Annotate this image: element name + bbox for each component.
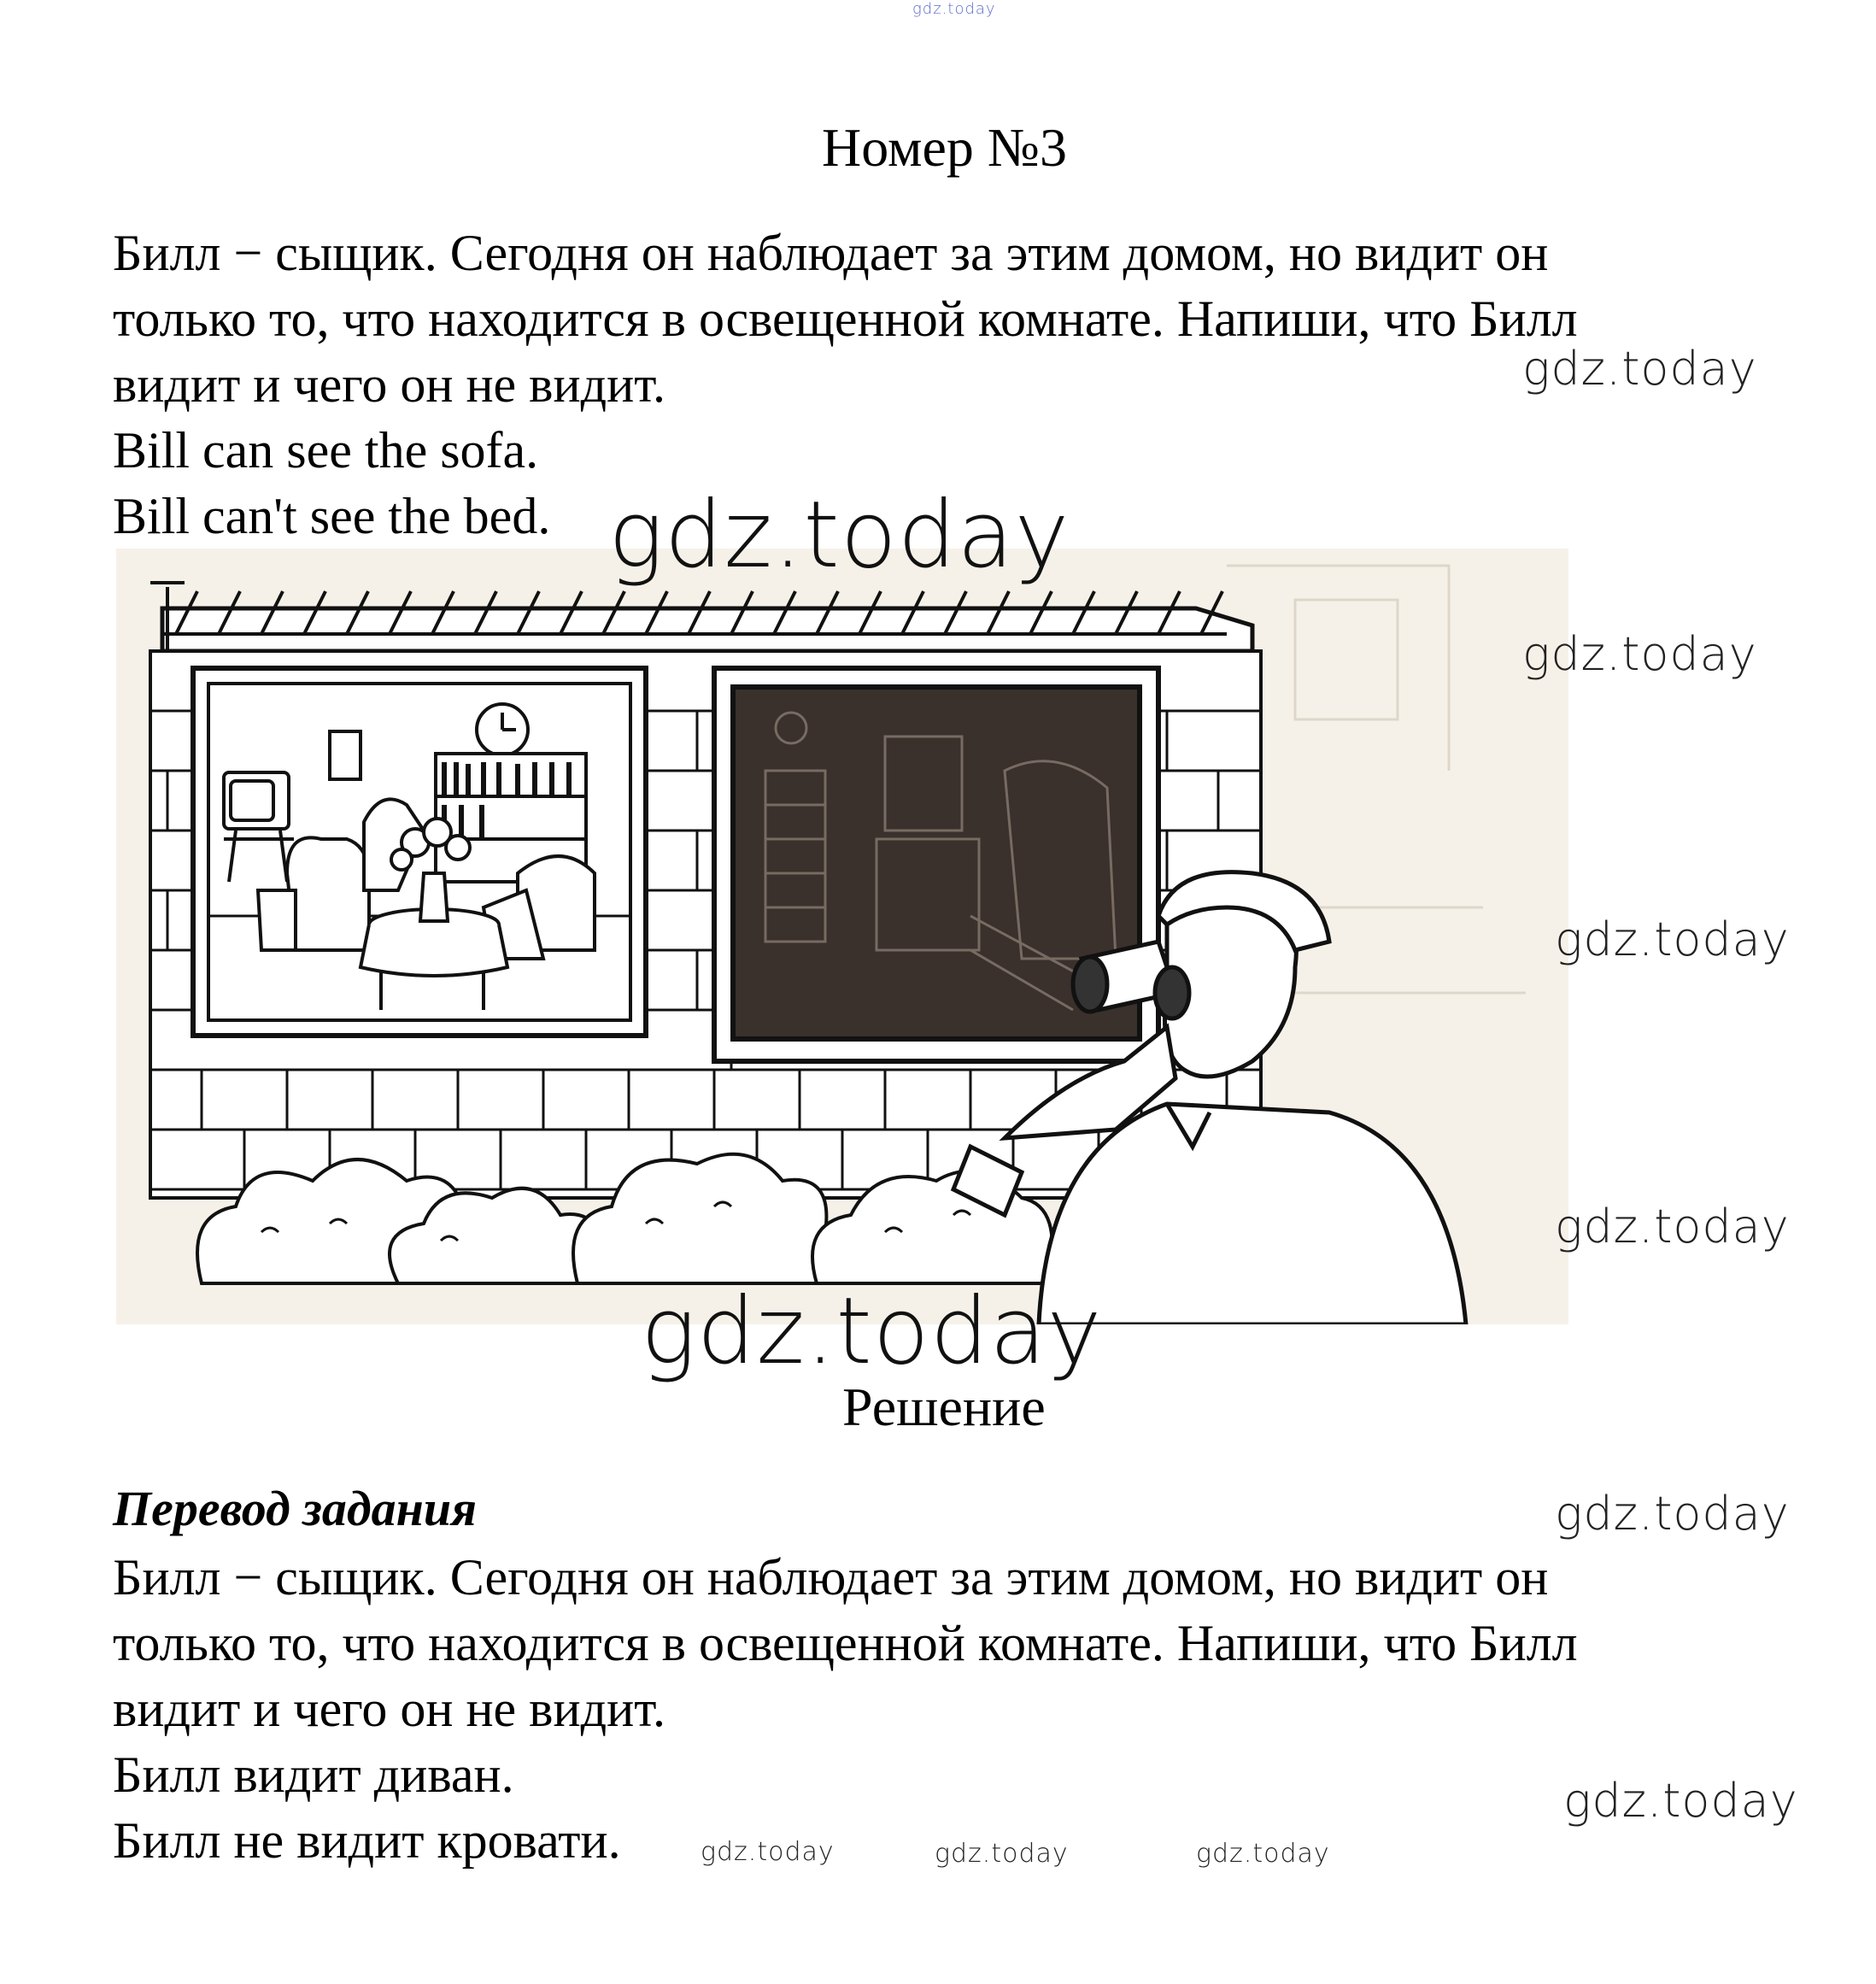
watermark-small: gdz.today [1196, 1839, 1330, 1869]
detective-house-illustration [116, 549, 1568, 1324]
top-watermark: gdz.today [912, 0, 996, 18]
translation-line-3: видит и чего он не видит. [113, 1681, 665, 1737]
task-text-line-2: только то, что находится в освещенной комнате. Напиши, что Билл [113, 291, 1578, 347]
task-text-line-1: Билл − сыщик. Сегодня он наблюдает за этим домом, но видит он [113, 225, 1549, 281]
watermark: gdz.today [1563, 1774, 1798, 1828]
picture-frame [330, 731, 361, 779]
translation-line-1: Билл − сыщик. Сегодня он наблюдает за этим домом, но видит он [113, 1549, 1549, 1605]
watermark: gdz.today [1522, 627, 1757, 681]
solution-heading: Решение [842, 1376, 1046, 1437]
illustration [116, 549, 1568, 1324]
watermark-large: gdz.today [608, 482, 1070, 589]
watermark-small: gdz.today [701, 1837, 835, 1867]
lit-window-icon [193, 668, 646, 1036]
answer-line-2: Билл не видит кровати. [113, 1812, 621, 1869]
translation-line-2: только то, что находится в освещенной комнате. Напиши, что Билл [113, 1615, 1578, 1671]
watermark-small: gdz.today [935, 1839, 1069, 1869]
watermark: gdz.today [1522, 342, 1757, 396]
answer-line-1: Билл видит диван. [113, 1746, 514, 1803]
translation-heading: Перевод задания [113, 1481, 477, 1536]
example-line-2: Bill can't see the bed. [113, 488, 551, 544]
watermark: gdz.today [1555, 1200, 1790, 1253]
watermark-large: gdz.today [641, 1278, 1103, 1385]
clock-icon [477, 704, 528, 755]
page-title: Номер №3 [822, 117, 1067, 178]
watermark: gdz.today [1555, 1487, 1790, 1541]
watermark: gdz.today [1555, 913, 1790, 966]
example-line-1: Bill can see the sofa. [113, 422, 539, 478]
task-text-line-3: видит и чего он не видит. [113, 356, 665, 413]
